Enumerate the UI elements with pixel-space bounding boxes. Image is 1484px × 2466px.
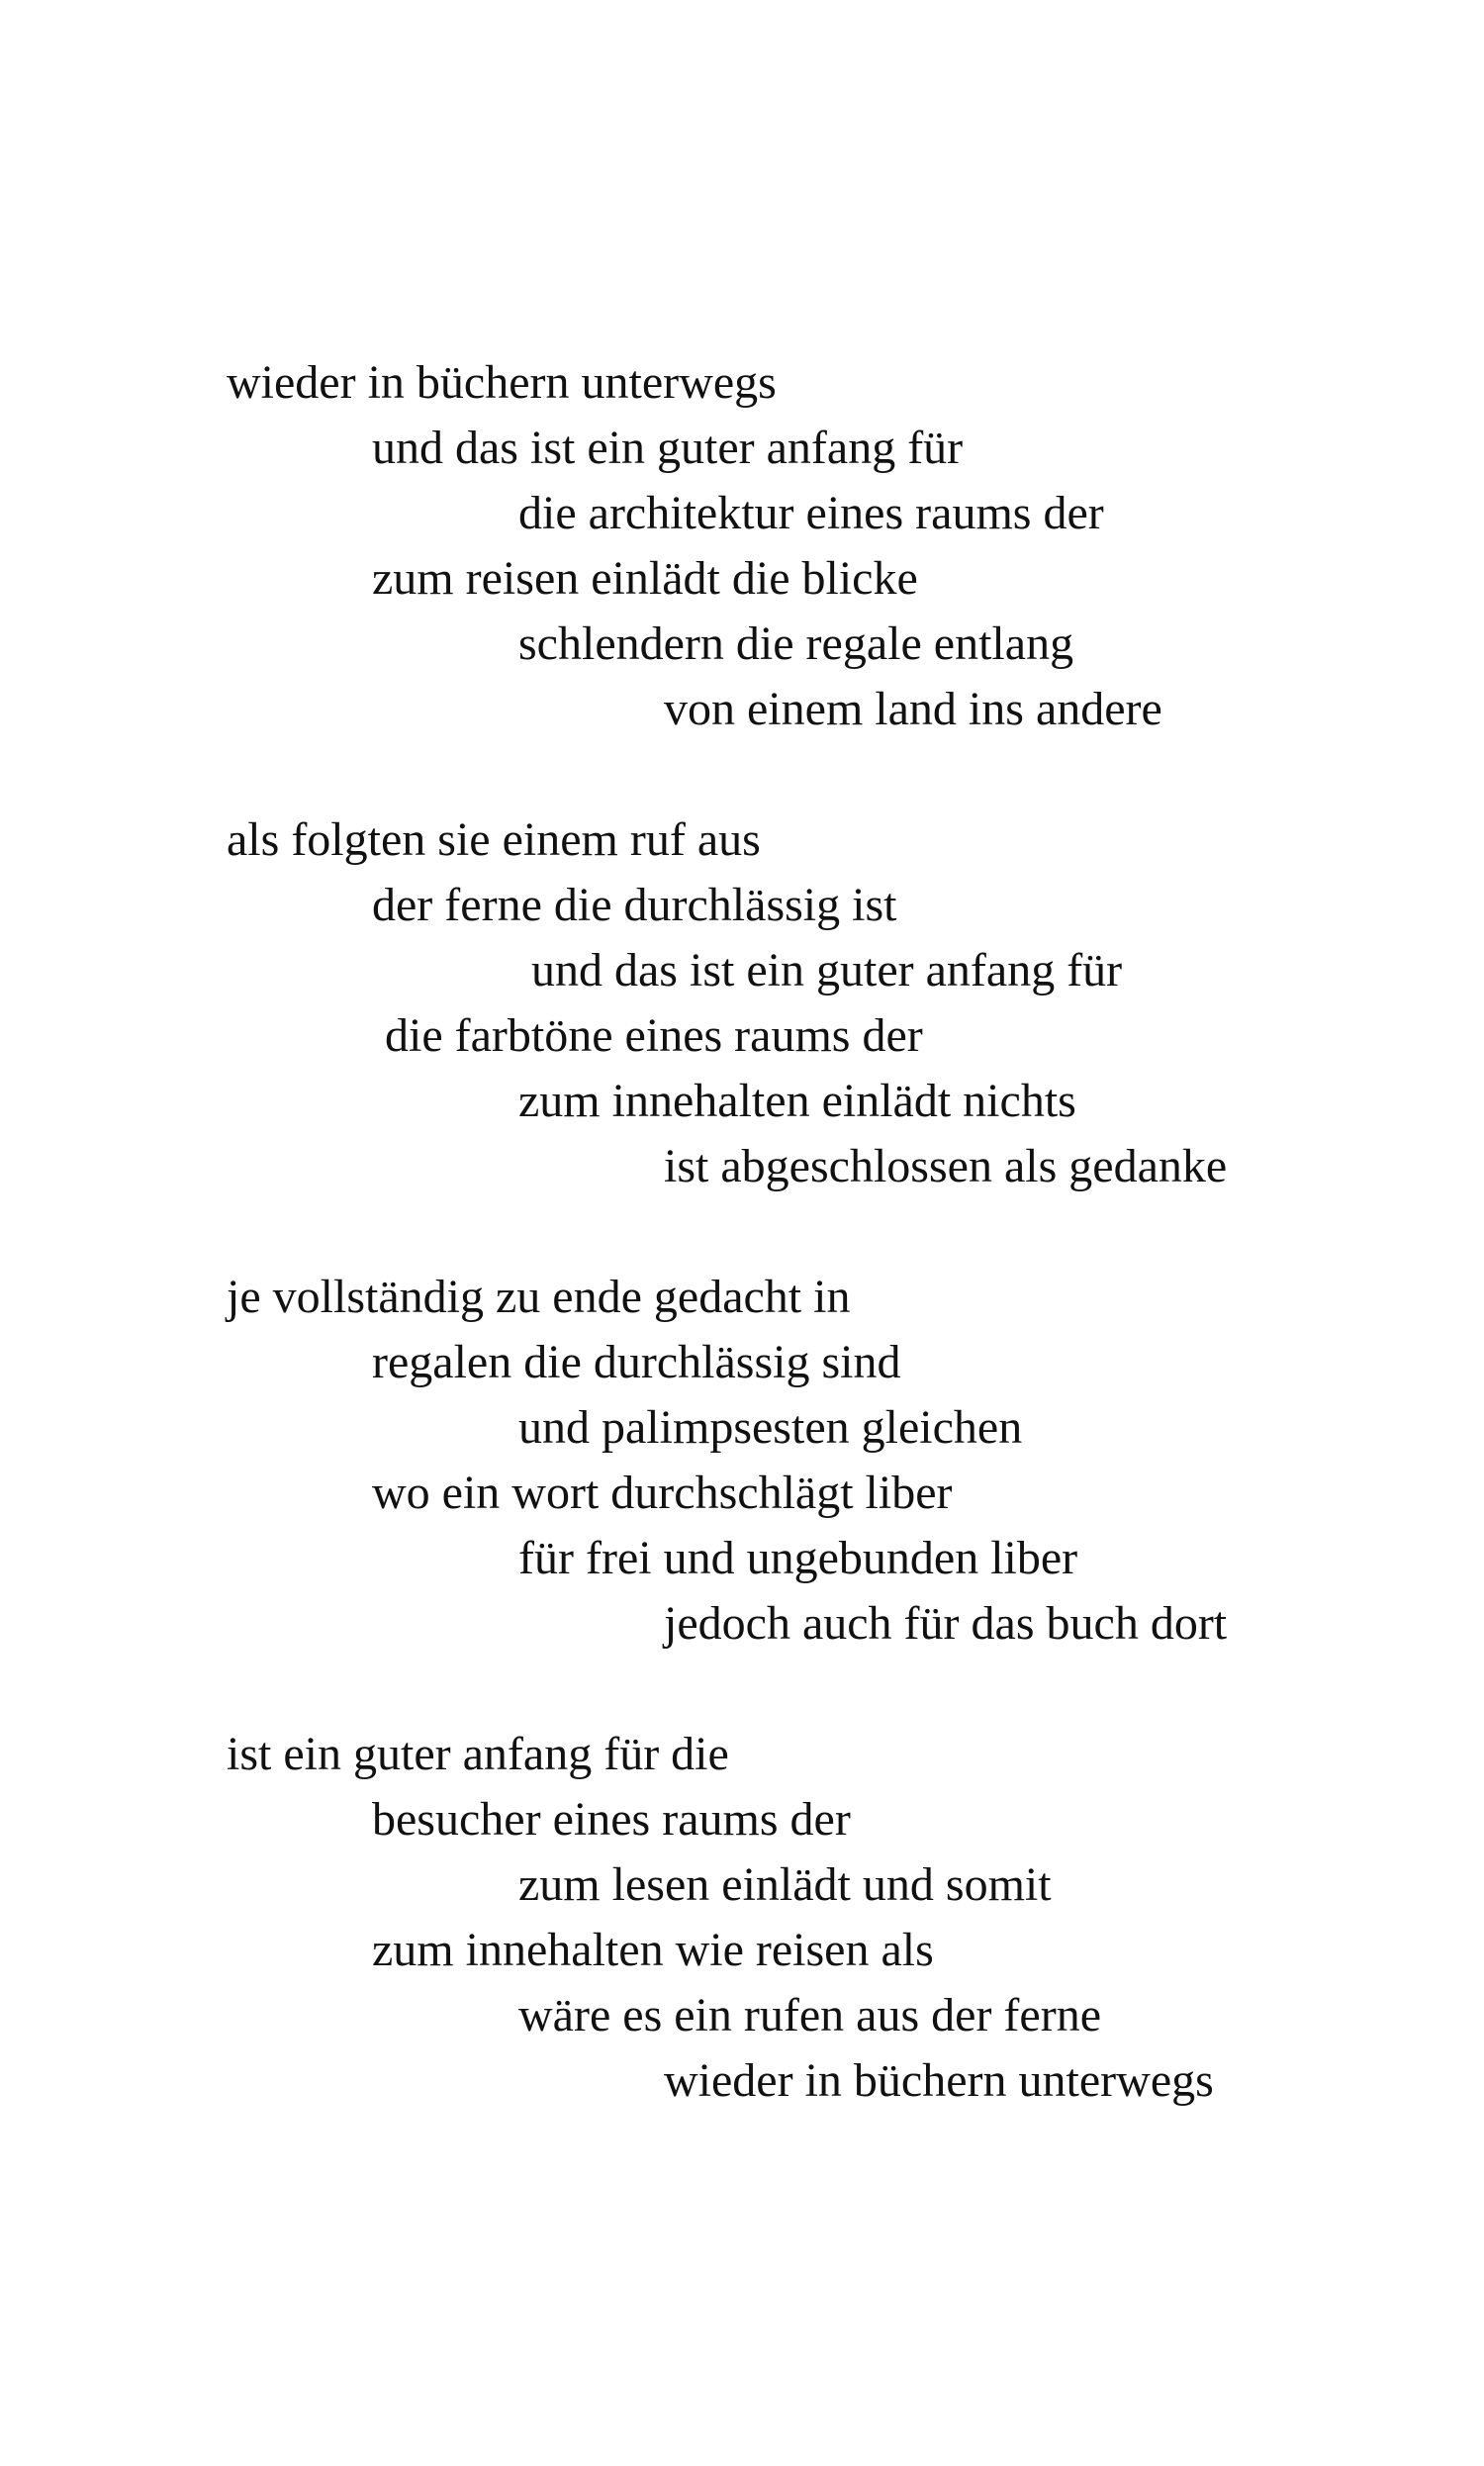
- poem-line: zum innehalten einlädt nichts: [518, 1075, 1076, 1127]
- poem-line: ist abgeschlossen als gedanke: [664, 1140, 1228, 1192]
- stanza-break: [227, 742, 1394, 807]
- stanza-break: [227, 1657, 1394, 1722]
- poem-line: von einem land ins andere: [664, 683, 1162, 735]
- stanza-3: [227, 1265, 1394, 1657]
- poem-line: wo ein wort durchschlägt liber: [372, 1467, 953, 1519]
- poem-line: für frei und ungebunden liber: [518, 1532, 1078, 1584]
- poem-line: und palimpsesten gleichen: [518, 1401, 1023, 1454]
- poem-line: regalen die durchlässig sind: [372, 1336, 901, 1388]
- poem-line: ist ein guter anfang für die: [227, 1728, 729, 1780]
- poem-line: und das ist ein guter anfang für: [372, 422, 964, 474]
- poem: [227, 350, 1394, 2114]
- poem-line: zum reisen einlädt die blicke: [372, 552, 918, 605]
- poem-line: besucher eines raums der: [372, 1793, 851, 1846]
- poem-line: die farbtöne eines raums der: [385, 1009, 923, 1062]
- poem-line: die architektur eines raums der: [518, 487, 1104, 539]
- stanza-2: [227, 807, 1394, 1199]
- poem-line: zum innehalten wie reisen als: [372, 1924, 934, 1976]
- stanza-break: [227, 1199, 1394, 1265]
- poem-line: der ferne die durchlässig ist: [372, 879, 897, 931]
- poem-line: schlendern die regale entlang: [518, 617, 1074, 670]
- poem-line: zum lesen einlädt und somit: [518, 1858, 1052, 1911]
- stanza-4: [227, 1722, 1394, 2114]
- stanza-1: [227, 350, 1394, 742]
- poem-line: wieder in büchern unterwegs: [227, 356, 777, 409]
- poem-line: und das ist ein guter anfang für: [531, 944, 1123, 996]
- poem-line: wäre es ein rufen aus der ferne: [518, 1989, 1102, 2041]
- poem-line: als folgten sie einem ruf aus: [227, 813, 761, 866]
- poem-line: je vollständig zu ende gedacht in: [227, 1271, 851, 1323]
- poem-line: jedoch auch für das buch dort: [664, 1597, 1228, 1650]
- poem-line: wieder in büchern unterwegs: [664, 2054, 1214, 2107]
